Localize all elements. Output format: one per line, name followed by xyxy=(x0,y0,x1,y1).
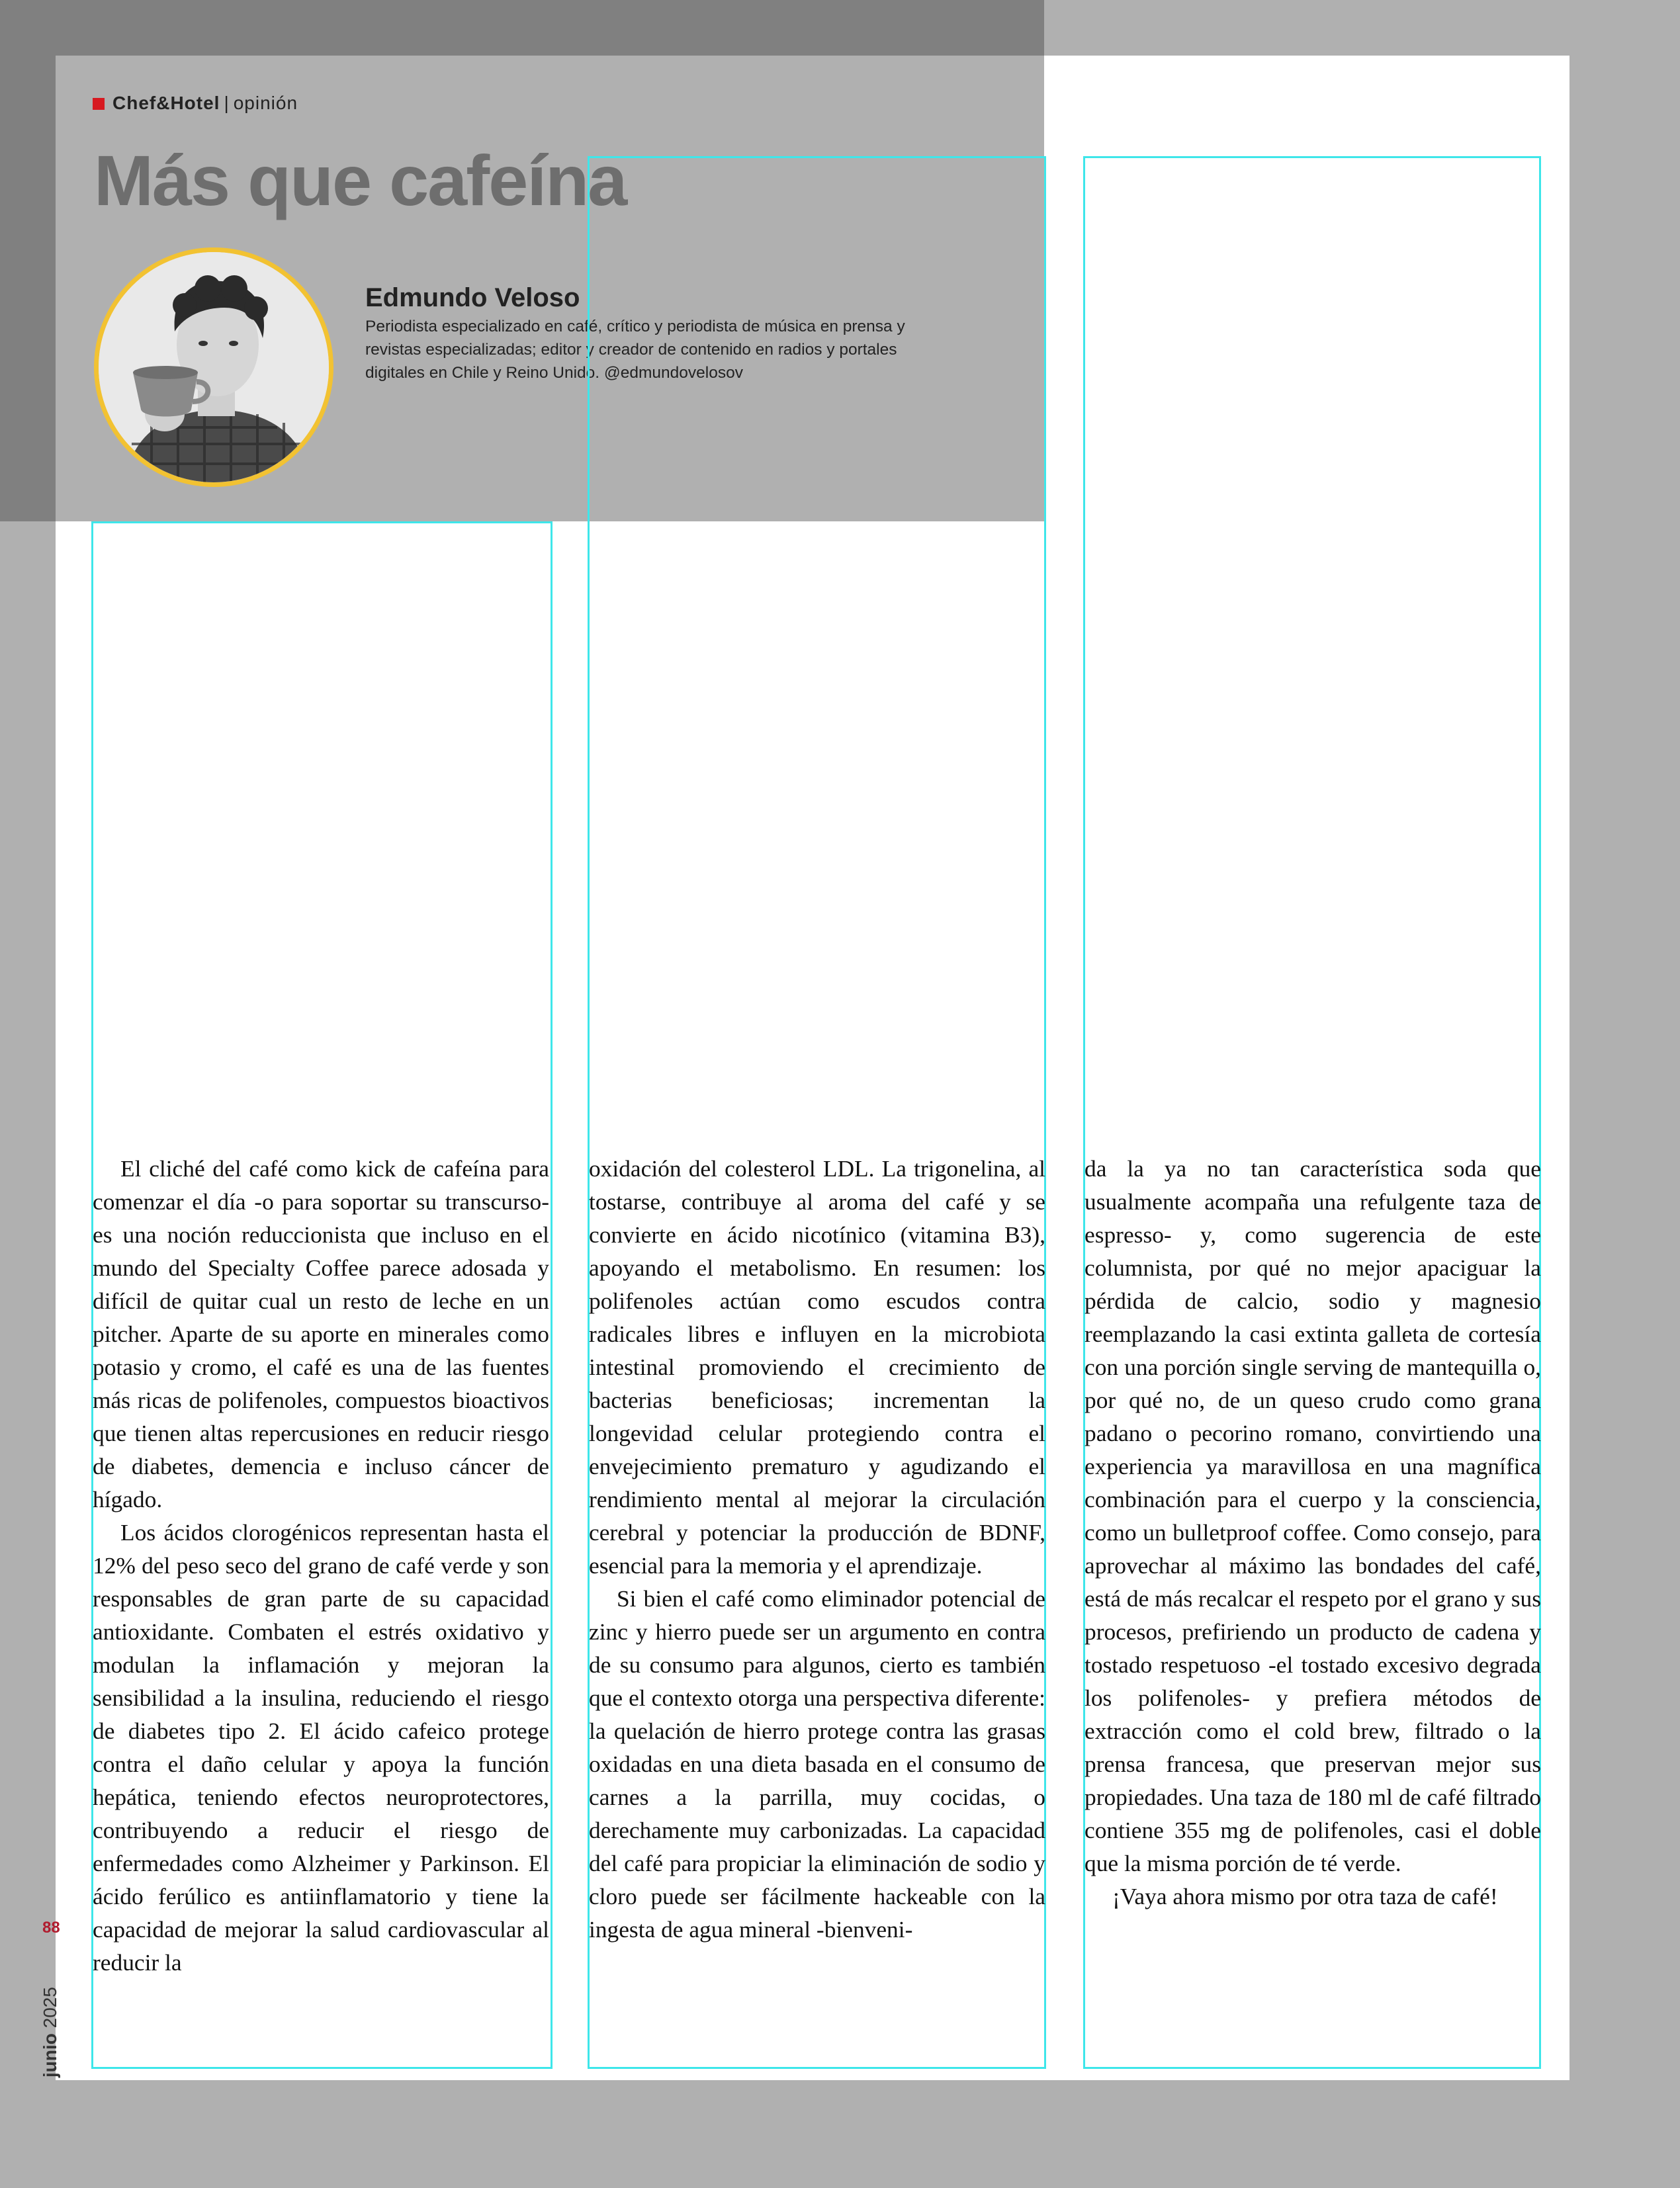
body-column-3 xyxy=(1084,1152,1541,1913)
avatar xyxy=(94,247,333,487)
body-column-1 xyxy=(93,1152,549,1979)
paragraph: Los ácidos clorogénicos representan hasta el 12% del peso seco del grano de café verde y son responsables de gran parte de su capacidad antioxidante. Combaten el estrés oxidativo y modulan la inflamación y mejoran la sensibilidad a la insulina, reduciendo el riesgo de diabetes tipo 2. El ácido cafeico protege contra el daño celular y apoya la función hepática, teniendo efectos neuroprotectores, contribuyendo a reducir el riesgo de enfermedades como Alzheimer y Parkinson. El ácido ferúlico es antiinflamatorio y tiene la capacidad de mejorar la salud cardiovascular al reducir la xyxy=(93,1519,549,1976)
issue-date xyxy=(40,1987,61,2078)
author-name: Edmundo Veloso xyxy=(365,283,580,312)
paragraph: Si bien el café como eliminador potencial de zinc y hierro puede ser un argumento en contra de su consumo para algunos, cierto es también que el contexto otorga una perspectiva diferente: la quelación de hierro protege contra las grasas oxidadas en una dieta basada en el consumo de carnes a la parrilla, muy cocidas, o derechamente muy carbonizadas. La capacidad del café para propiciar la eliminación de sodio y cloro puede ser fácilmente hackeable con la ingesta de agua mineral -bienveni- xyxy=(589,1585,1045,1943)
paragraph: da la ya no tan característica soda que usualmente acompaña una refulgente taza de espresso- y, como sugerencia de este columnista, por qué no mejor apaciguar la pérdida de calcio, sodio y magnesio reemplazando la casi extinta galleta de cortesía con una porción single serving de mantequilla o, por qué no, de un queso crudo como grana padano o pecorino romano, convirtiendo una experiencia ya maravillosa en una magnífica combinación para el cuerpo y la consciencia, como un bulletproof coffee. Como consejo, para aprovechar al máximo las bondades del café, está de más recalcar el respeto por el grano y sus procesos, prefiriendo un producto de cadena y tostado respetuoso -el tostado excesivo degrada los polifenoles- y prefiera métodos de extracción como el cold brew, filtrado o la prensa francesa, que preservan mejor sus propiedades. Una taza de 180 ml de café filtrado contiene 355 mg de polifenoles, casi el doble que la misma porción de té verde. xyxy=(1084,1155,1541,1876)
author-portrait-icon xyxy=(99,252,329,482)
author-bio: Periodista especializado en café, crítico y periodista de música en prensa y revistas especializadas; editor y creador de contenido en radios y portales digitales en Chile y Reino Unido. @edmundovelosov xyxy=(365,318,905,382)
page-number: 88 xyxy=(42,1919,60,1937)
section-name: opinión xyxy=(233,93,298,113)
paragraph: ¡Vaya ahora mismo por otra taza de café! xyxy=(1112,1883,1498,1909)
section-tag xyxy=(93,93,298,114)
section-separator: | xyxy=(224,93,230,113)
red-square-icon xyxy=(93,98,105,110)
paragraph: oxidación del colesterol LDL. La trigonelina, al tostarse, contribuye al aroma del café y se convierte en ácido nicotínico (vitamina B3), apoyando el metabolismo. En resumen: los polifenoles actúan como escudos contra radicales libres e influyen en la microbiota intestinal promoviendo el crecimiento de bacterias beneficiosas; incrementan la longevidad celular protegiendo contra el envejecimiento prematuro y agudizando el rendimiento mental al mejorar la circulación cerebral y potenciar la producción de BDNF, esencial para la memoria y el aprendizaje. xyxy=(589,1155,1045,1579)
body-column-2 xyxy=(589,1152,1045,1946)
paragraph: El cliché del café como kick de cafeína para comenzar el día -o para soportar su transcurso- es una noción reduccionista que incluso en el mundo del Specialty Coffee parece adosada y difícil de quitar cual un resto de leche en un pitcher. Aparte de su aporte en minerales como potasio y cromo, el café es una de las fuentes más ricas de polifenoles, compuestos bioactivos que tienen altas repercusiones en reducir riesgo de diabetes, demencia e incluso cáncer de hígado. xyxy=(93,1155,549,1512)
issue-year: 2025 xyxy=(40,1987,60,2029)
brand-name: Chef&Hotel xyxy=(112,93,220,113)
article-title: Más que cafeína xyxy=(94,140,627,220)
issue-month: junio xyxy=(40,2033,60,2078)
